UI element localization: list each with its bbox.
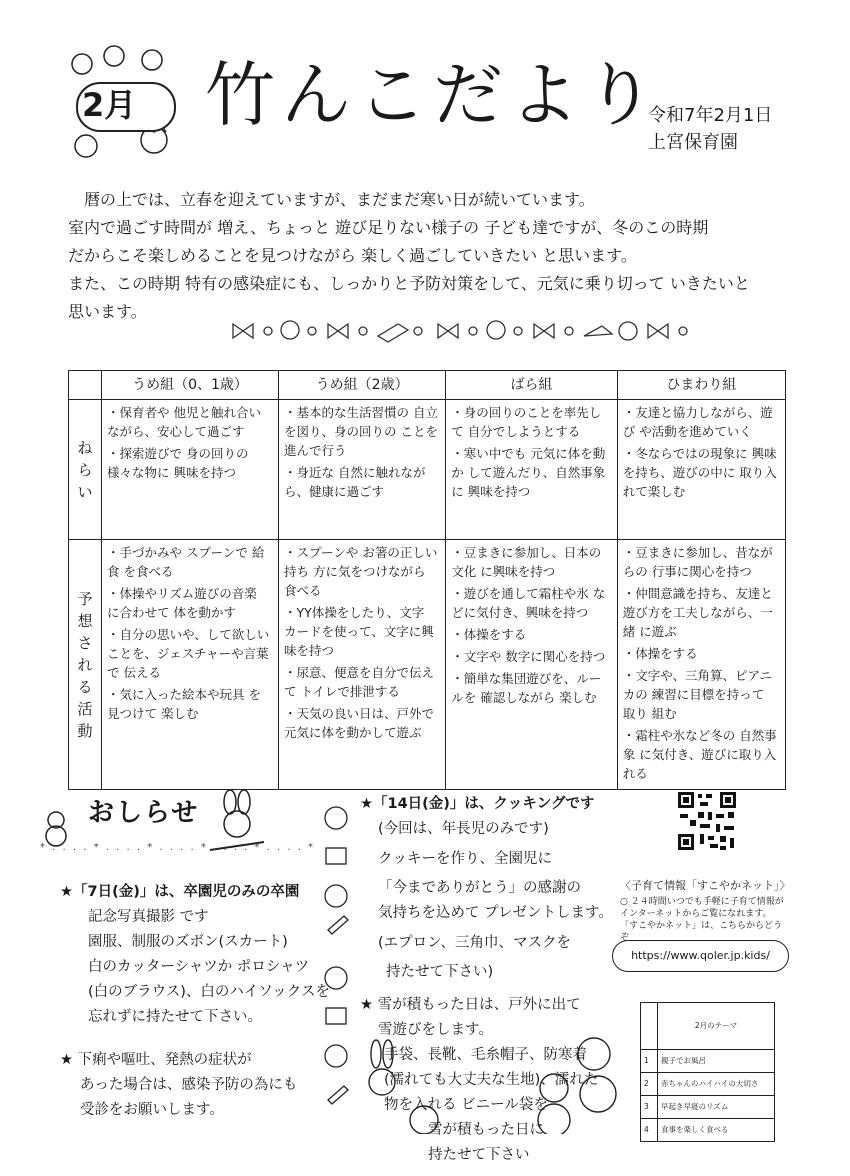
notice-line: 持たせて下さい bbox=[428, 1147, 530, 1163]
notice-line: 白のカッターシャツか ポロシャツ bbox=[88, 959, 310, 975]
plan-cell bbox=[446, 540, 617, 790]
plan-item: ・体操やリズム遊びの音楽 に合わせて 体を動かす bbox=[107, 586, 257, 620]
plan-cell bbox=[102, 540, 279, 790]
notice-line: 気持ちを込めて プレゼントします。 bbox=[378, 905, 613, 921]
plan-cell bbox=[102, 400, 279, 540]
notice-line: 雪遊びをします。 bbox=[378, 1022, 493, 1038]
notice-line: 雪が積もった日に bbox=[428, 1122, 544, 1138]
issue-date: 令和7年2月1日 bbox=[648, 105, 773, 126]
notice-line: ★ 雪が積もった日は、戸外に出て bbox=[360, 997, 581, 1013]
monthly-plan-table bbox=[68, 370, 786, 790]
theme-text: 赤ちゃんのハイハイの大切さ bbox=[658, 1073, 775, 1096]
plan-item: ・尿意、便意を自分で伝えて トイレで排泄する bbox=[284, 665, 435, 699]
theme-header-row bbox=[641, 1003, 775, 1050]
notice-line: (今回は、年長児のみです) bbox=[378, 821, 549, 837]
plan-cell bbox=[617, 400, 785, 540]
theme-row bbox=[641, 1119, 775, 1142]
plan-item: ・体操をする bbox=[451, 627, 527, 642]
intro-paragraph bbox=[68, 186, 788, 326]
theme-row bbox=[641, 1073, 775, 1096]
notice-line: 忘れずに持たせて下さい。 bbox=[88, 1009, 262, 1025]
plan-item: ・文字や 数字に関心を持つ bbox=[451, 649, 606, 664]
notice-line: 記念写真撮影 です bbox=[88, 909, 209, 925]
theme-text: 早起き早寝のリズム bbox=[658, 1096, 775, 1119]
notice-illness bbox=[60, 1048, 330, 1123]
notice-line: ★「7日(金)」は、卒園児のみの卒園 bbox=[60, 884, 300, 900]
plan-row-activities bbox=[69, 540, 786, 790]
notice-line: あった場合は、感染予防の為にも bbox=[80, 1077, 298, 1093]
plan-item: ・寒い中でも 元気に体を動か して遊んだり、自然事象に 興味を持つ bbox=[451, 446, 606, 499]
issue-info bbox=[648, 102, 772, 156]
notice-line: (白のブラウス)、白のハイソックスを bbox=[88, 984, 331, 1000]
plan-cell bbox=[446, 400, 617, 540]
column-header-ume-0-1: うめ組（0、1歳） bbox=[102, 371, 279, 400]
intro-line: 室内で過ごす時間が 増え、ちょっと 遊び足りない様子の 子ども達ですが、冬のこの時期 bbox=[68, 218, 709, 237]
row-header-activities: 予想される活動 bbox=[69, 540, 102, 790]
plan-item: ・YY体操をしたり、文字 カードを使って、文字に興 味を持つ bbox=[284, 605, 434, 658]
theme-text: 親子でお風呂 bbox=[658, 1050, 775, 1073]
theme-row bbox=[641, 1096, 775, 1119]
plan-item: ・冬ならではの現象に 興味 を持ち、遊びの中に 取り入 れて楽しむ bbox=[622, 446, 777, 499]
plan-item: ・自分の思いや、して欲しい ことを、ジェスチャーや言葉で 伝える bbox=[107, 627, 270, 680]
notice-graduation-photo bbox=[60, 880, 330, 1030]
theme-heading: 2月のテーマ bbox=[658, 1003, 775, 1050]
column-header-ume-2: うめ組（2歳） bbox=[279, 371, 446, 400]
plan-item: ・豆まきに参加し、昔ながらの 行事に関心を持つ bbox=[622, 545, 773, 579]
plan-item: ・遊びを通して霜柱や氷 などに気付き、興味を持つ bbox=[451, 586, 606, 620]
plan-cell bbox=[279, 400, 446, 540]
plan-item: ・スプーンや お箸の正しい持ち 方に気をつけながら 食べる bbox=[284, 545, 438, 598]
plan-item: ・簡単な集団遊びを、ルールを 確認しながら 楽しむ bbox=[451, 671, 602, 705]
sukoyaka-net-url[interactable]: https://www.qoler.jp.kids/ bbox=[612, 940, 789, 972]
notice-cooking bbox=[360, 792, 640, 985]
theme-row bbox=[641, 1050, 775, 1073]
notice-line: (濡れても大丈夫な生地)、濡れた bbox=[384, 1072, 599, 1088]
notice-line: 園服、制服のズボン(スカート) bbox=[88, 934, 288, 950]
notice-line: (エプロン、三角巾、マスクを bbox=[378, 935, 571, 951]
plan-item: ・文字や、三角算、ピアニカの 練習に目標を持って 取り 組む bbox=[622, 668, 772, 721]
net-heading: 〈子育て情報「すこやかネット」〉 bbox=[620, 879, 791, 892]
notices-heading: おしらせ bbox=[88, 798, 200, 828]
theme-num: 3 bbox=[641, 1096, 658, 1119]
notice-line: ★「14日(金)」は、クッキングです bbox=[360, 796, 595, 812]
plan-item: ・基本的な生活習慣の 自立を図り、身の回りの ことを進んで行う bbox=[284, 405, 439, 458]
intro-line: 思います。 bbox=[68, 302, 147, 321]
plan-item: ・仲間意識を持ち、友達と 遊び方を工夫しながら、一緒 に遊ぶ bbox=[622, 586, 773, 639]
ribbon-border-decoration-icon bbox=[228, 316, 728, 346]
dotted-divider: * . . . . * . . . . * . . . . * . . . . * . . . . * bbox=[40, 842, 316, 853]
plan-item: ・友達と協力しながら、遊び や活動を進めていく bbox=[622, 405, 773, 439]
intro-line: また、この時期 特有の感染症にも、しっかりと予防対策をして、元気に乗り切って いきたいと bbox=[68, 274, 750, 293]
snow-play-illustration-icon bbox=[354, 1024, 634, 1134]
newsletter-title: 竹んこだより bbox=[205, 54, 661, 136]
plan-item: ・探索遊びで 身の回りの 様々な物に 興味を持つ bbox=[107, 446, 249, 480]
theme-num: 2 bbox=[641, 1073, 658, 1096]
plan-item: ・保育者や 他児と触れ合い ながら、安心して過ごす bbox=[107, 405, 261, 439]
plan-cell bbox=[617, 540, 785, 790]
plan-item: ・天気の良い日は、戸外で 元気に体を動かして遊ぶ bbox=[284, 706, 435, 740]
plan-item: ・体操をする bbox=[622, 646, 698, 661]
column-header-bara: ばら組 bbox=[446, 371, 617, 400]
plan-corner bbox=[69, 371, 102, 400]
notice-line: 手袋、長靴、毛糸帽子、防寒着 bbox=[384, 1047, 587, 1063]
net-text: ○ ２４時間いつでも手軽に子育て情報が インターネットからご覧になれます。 「すこやかネット」は、こちらからどうぞ bbox=[620, 897, 784, 943]
plan-item: ・豆まきに参加し、日本の文化 に興味を持つ bbox=[451, 545, 602, 579]
vertical-decoration-icon bbox=[318, 800, 354, 1130]
plan-item: ・身の回りのことを率先して 自分でしようとする bbox=[451, 405, 602, 439]
sukoyaka-net-info bbox=[620, 880, 790, 944]
plan-header-row bbox=[69, 371, 786, 400]
plan-row-aims bbox=[69, 400, 786, 540]
school-name: 上宮保育園 bbox=[648, 132, 738, 153]
row-header-aims: ねらい bbox=[69, 400, 102, 540]
notice-line: 持たせて下さい) bbox=[386, 964, 494, 980]
monthly-theme-table bbox=[640, 1002, 775, 1142]
theme-text: 食事を楽しく食べる bbox=[658, 1119, 775, 1142]
plan-item: ・身近な 自然に触れなが ら、健康に過ごす bbox=[284, 465, 426, 499]
month-badge bbox=[62, 42, 182, 162]
theme-corner bbox=[641, 1003, 658, 1050]
column-header-himawari: ひまわり組 bbox=[617, 371, 785, 400]
notice-line: 受診をお願いします。 bbox=[80, 1102, 224, 1118]
theme-num: 1 bbox=[641, 1050, 658, 1073]
plan-cell bbox=[279, 540, 446, 790]
month-label: 2月 bbox=[82, 86, 137, 124]
qr-code-icon[interactable] bbox=[676, 790, 738, 852]
plan-item: ・気に入った絵本や玩具 を見つけて 楽しむ bbox=[107, 687, 261, 721]
intro-line: だからこそ楽しめることを見つけながら 楽しく過ごしていきたい と思います。 bbox=[68, 246, 637, 265]
plan-item: ・手づかみや スプーンで 給食 を食べる bbox=[107, 545, 265, 579]
theme-num: 4 bbox=[641, 1119, 658, 1142]
notice-line: クッキーを作り、全園児に bbox=[378, 851, 552, 867]
intro-line: 暦の上では、立春を迎えていますが、まだまだ寒い日が続いています。 bbox=[84, 190, 595, 209]
notice-line: ★ 下痢や嘔吐、発熱の症状が bbox=[60, 1052, 252, 1068]
notice-line: 「今までありがとう」の感謝の bbox=[378, 880, 581, 896]
notice-line: 物を入れる ビニール袋を bbox=[384, 1097, 548, 1113]
plan-item: ・霜柱や氷など冬の 自然事象 に気付き、遊びに取り入れる bbox=[622, 728, 777, 781]
